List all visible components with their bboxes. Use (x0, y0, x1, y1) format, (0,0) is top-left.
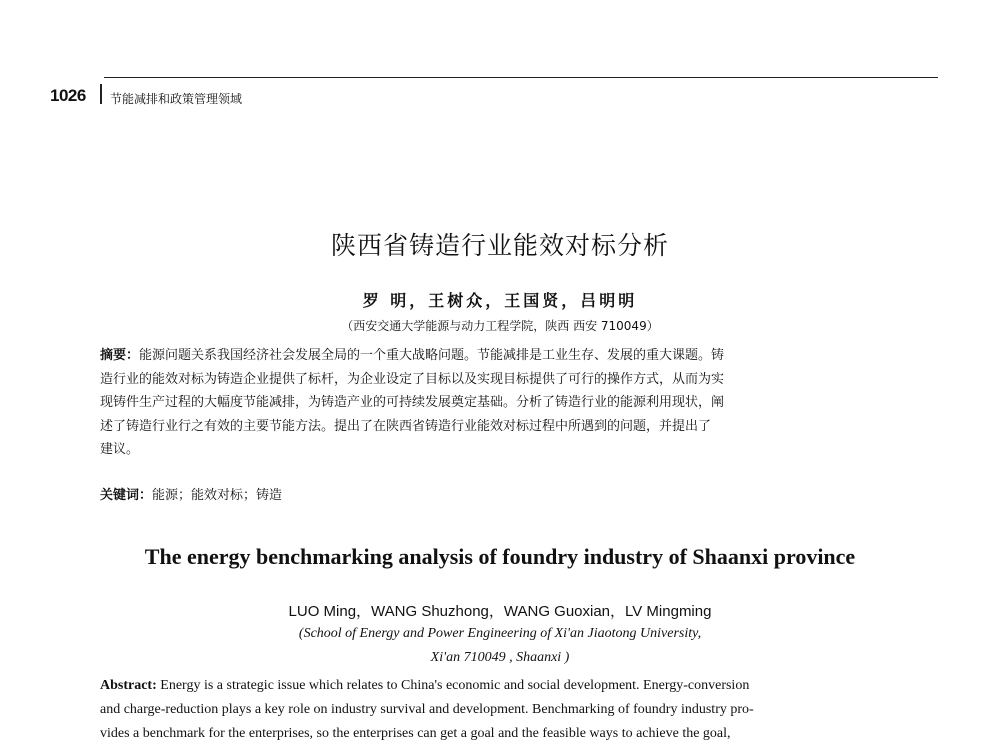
abstract-cn-line: 现铸件生产过程的大幅度节能减排，为铸造产业的可持续发展奠定基础。分析了铸造行业的能源利用现状，阐 (100, 395, 725, 410)
abstract-cn-line: 造行业的能效对标为铸造企业提供了标杆，为企业设定了目标以及实现目标提供了可行的操作方式，从而为实 (100, 371, 725, 387)
abstract-en-line: vides a benchmark for the enterprises, so the enterprises can get a goal and the feasible ways to achieve the goal, (100, 726, 731, 741)
abstract-cn-line: 建议。 (100, 442, 140, 457)
authors-cn: 罗 明，王树众，王国贤，吕明明 (362, 291, 638, 310)
abstract-cn-line: 能源问题关系我国经济社会发展全局的一个重大战略问题。节能减排是工业生存、发展的重大课题。铸 (139, 348, 725, 363)
affiliation-en-line1: (School of Energy and Power Engineering of Xi'an Jiaotong University, (298, 626, 702, 641)
keywords-cn (100, 484, 940, 503)
abstract-cn (100, 344, 940, 462)
paper-title-cn: 陕西省铸造行业能效对标分析 (330, 231, 669, 260)
keywords-cn-label: 关键词： (100, 488, 153, 503)
abstract-en-line: and charge-reduction plays a key role on industry survival and development. Benchmarking of foundry industry pro- (100, 702, 754, 717)
abstract-cn-line: 述了铸造行业行之有效的主要节能方法。提出了在陕西省铸造行业能效对标过程中所遇到的问题，并提出了 (100, 418, 712, 434)
keywords-cn-text: 能源；能效对标；铸造 (152, 488, 283, 503)
affiliation-en-line2: Xi'an 710049 , Shaanxi ) (430, 650, 570, 665)
page-number: 1026 (50, 86, 86, 105)
paper-title-en: The energy benchmarking analysis of foundry industry of Shaanxi province (144, 544, 856, 569)
abstract-cn-label: 摘要： (100, 348, 140, 363)
header-rule (104, 77, 938, 78)
abstract-en-label: Abstract: (100, 678, 157, 693)
section-title: 节能减排和政策管理领域 (110, 92, 243, 106)
header-divider (100, 84, 102, 104)
abstract-en-line: Energy is a strategic issue which relates to China's economic and social development. Energy-conversion (160, 678, 750, 693)
affiliation-cn: （西安交通大学能源与动力工程学院，陕西 西安 710049） (341, 319, 659, 333)
authors-en: LUO Ming，WANG Shuzhong，WANG Guoxian，LV Mingming (288, 603, 712, 620)
abstract-en (100, 674, 940, 746)
